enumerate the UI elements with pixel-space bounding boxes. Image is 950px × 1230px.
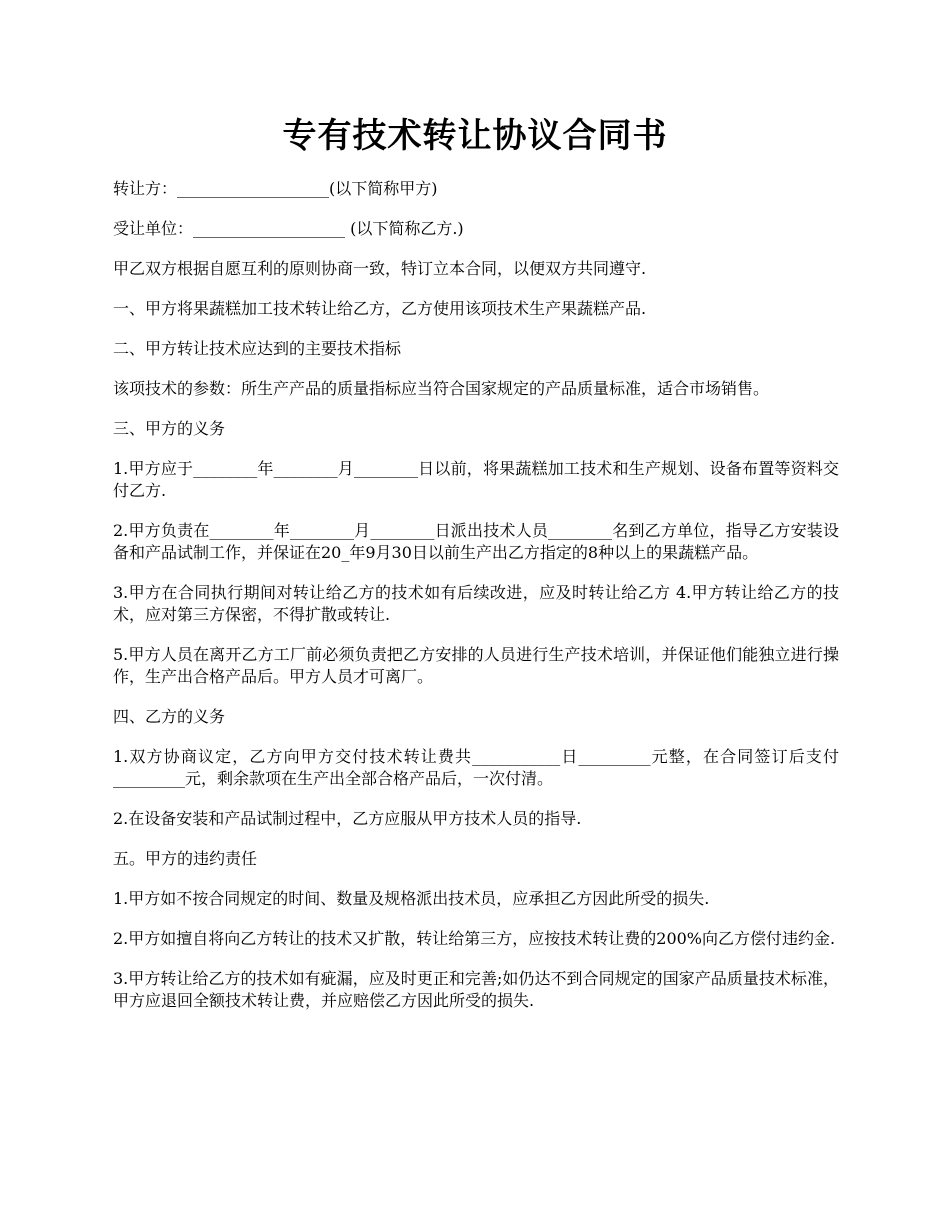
section-3-heading: 三、甲方的义务 (113, 419, 226, 438)
party-a-duty-1: 1.甲方应于________年________月________日以前，将果蔬糕加工技术和生产规划、设备布置等资料交付乙方. (113, 459, 839, 500)
party-a-duty-2: 2.甲方负责在________年________月________日派出技术人员________名到乙方单位，指导乙方安装设备和产品试制工作，并保证在20_年9月30日以前生产出乙方指定的8种以上的果蔬糕产品。 (113, 521, 839, 562)
section-2-heading: 二、甲方转让技术应达到的主要技术指标 (113, 339, 402, 358)
preamble-paragraph: 甲乙双方根据自愿互利的原则协商一致，特订立本合同，以便双方共同遵守. (113, 259, 647, 278)
party-transferee-line: 受让单位：___________________ (以下简称乙方.) (113, 219, 464, 238)
technical-parameters-paragraph: 该项技术的参数：所生产产品的质量指标应当符合国家规定的产品质量标准，适合市场销售。 (113, 379, 770, 398)
party-a-duty-3-4: 3.甲方在合同执行期间对转让给乙方的技术如有后续改进，应及时转让给乙方 4.甲方转让给乙方的技术，应对第三方保密，不得扩散或转让. (113, 583, 839, 624)
party-transferor-line: 转让方：___________________(以下简称甲方) (113, 179, 438, 198)
section-4-heading: 四、乙方的义务 (113, 707, 226, 726)
section-5-heading: 五。甲方的违约责任 (113, 849, 258, 868)
section-1-paragraph: 一、甲方将果蔬糕加工技术转让给乙方，乙方使用该项技术生产果蔬糕产品. (113, 299, 647, 318)
party-a-liability-3: 3.甲方转让给乙方的技术如有疵漏，应及时更正和完善;如仍达不到合同规定的国家产品质量技术标准，甲方应退回全额技术转让费，并应赔偿乙方因此所受的损失. (113, 969, 839, 1010)
party-b-duty-2: 2.在设备安装和产品试制过程中，乙方应服从甲方技术人员的指导. (113, 809, 582, 828)
party-b-duty-1: 1.双方协商议定，乙方向甲方交付技术转让费共___________日_________元整，在合同签订后支付_________元，剩余款项在生产出全部合格产品后，一次付清。 (113, 747, 839, 788)
document-body (113, 178, 839, 1030)
party-a-liability-2: 2.甲方如擅自将向乙方转让的技术又扩散，转让给第三方，应按技术转让费的200%向乙方偿付违约金. (113, 929, 836, 948)
document-title: 专有技术转让协议合同书 (282, 116, 668, 156)
party-a-liability-1: 1.甲方如不按合同规定的时间、数量及规格派出技术员，应承担乙方因此所受的损失. (113, 889, 710, 908)
party-a-duty-5: 5.甲方人员在离开乙方工厂前必须负责把乙方安排的人员进行生产技术培训，并保证他们能独立进行操作，生产出合格产品后。甲方人员才可离厂。 (113, 645, 839, 686)
